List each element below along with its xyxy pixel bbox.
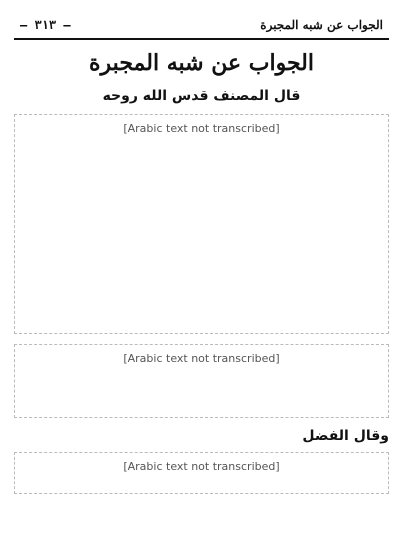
- paragraph-3: [Arabic text not transcribed]: [14, 452, 389, 494]
- subheading: قال المصنف قدس الله روحه: [102, 88, 301, 105]
- page-number: – ٣١٣ –: [20, 18, 71, 32]
- paragraph-2: [Arabic text not transcribed]: [14, 344, 389, 418]
- chapter-title: الجواب عن شبه المجبرة: [89, 50, 314, 76]
- header-rule: [14, 38, 389, 40]
- running-head-title: الجواب عن شبه المجبرة: [260, 18, 383, 32]
- paragraph-1: [Arabic text not transcribed]: [14, 114, 389, 334]
- section-heading: وقال الفضل: [302, 428, 389, 445]
- running-head: [14, 16, 389, 40]
